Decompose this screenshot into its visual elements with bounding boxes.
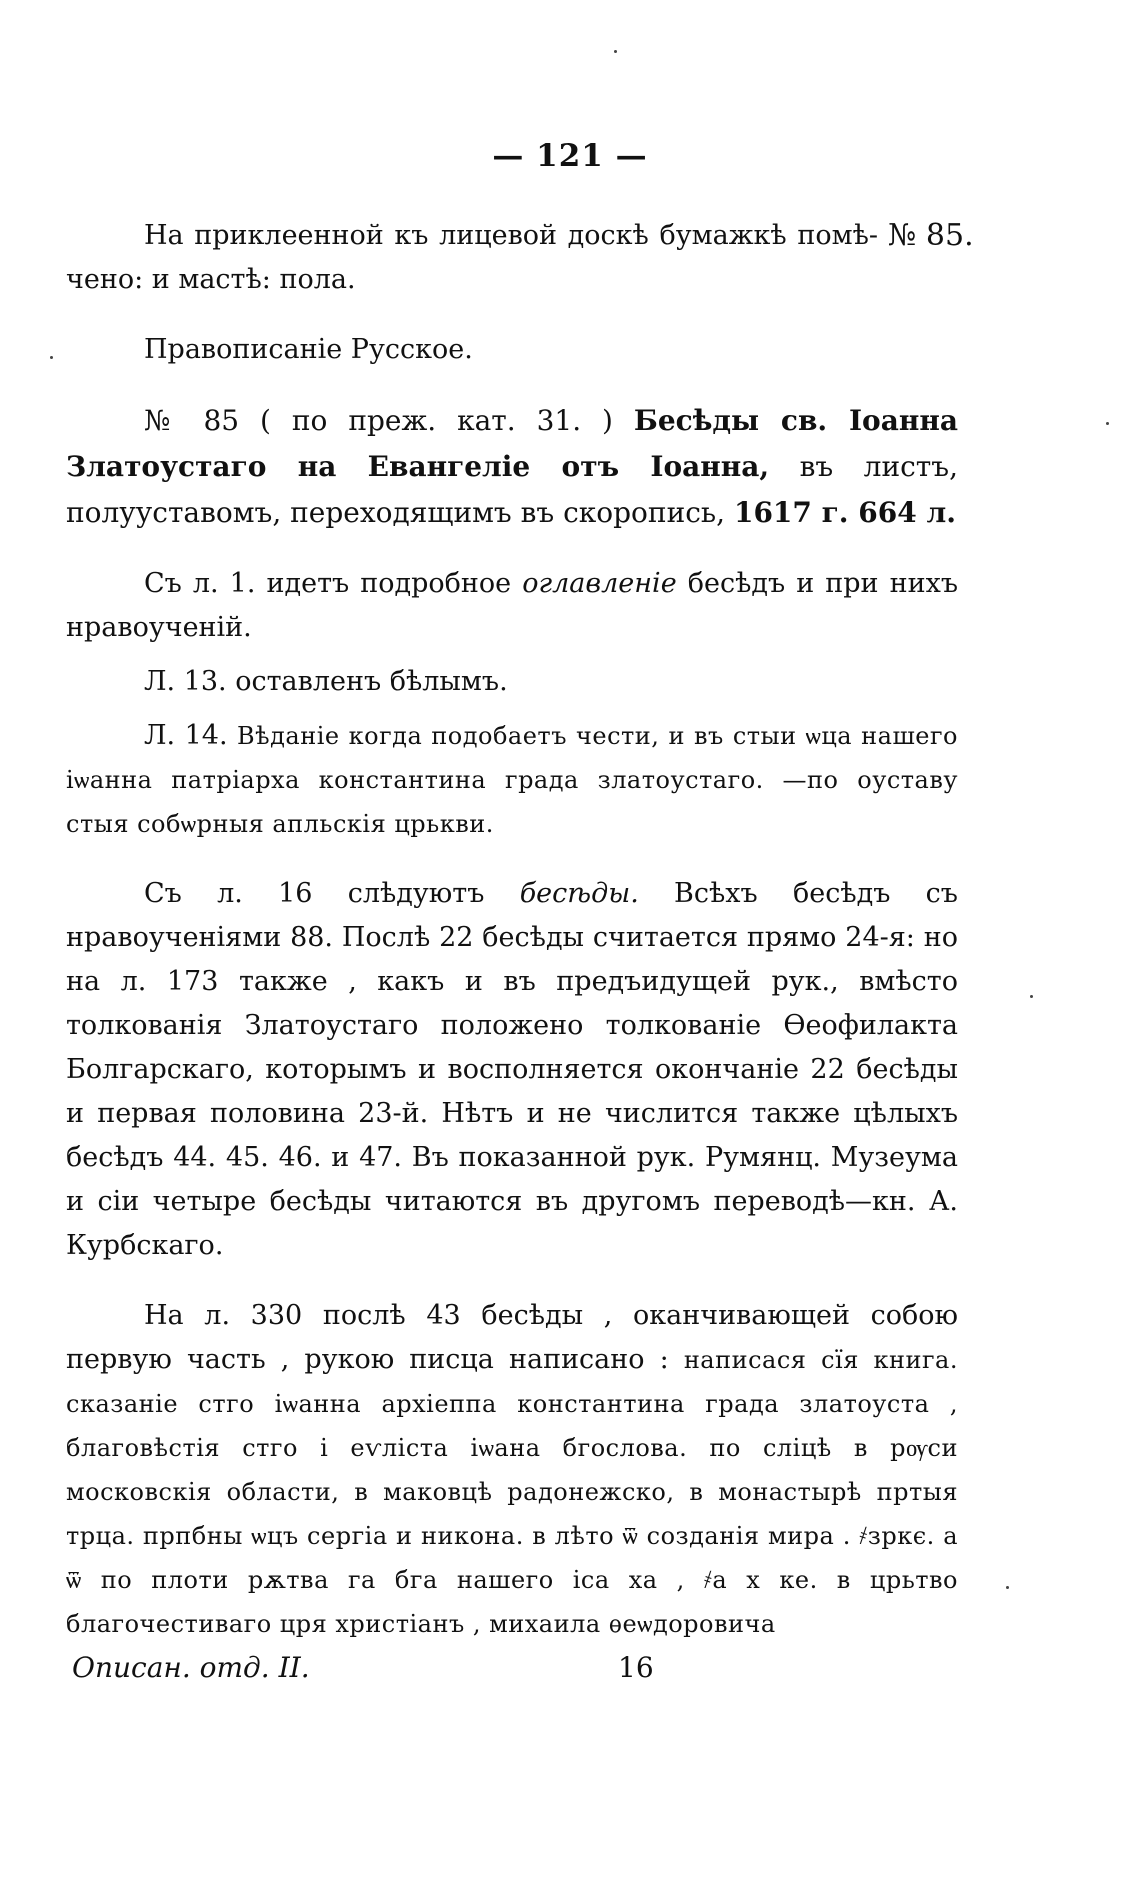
colophon-intro: На л. 330 послѣ 43 бесѣды , оканчивающей собою первую часть , рукою писца написано : (66, 1300, 958, 1375)
paragraph-label-note: На приклеенной къ лицевой доскѣ бумажкѣ помѣ-чено: и мастѣ: пола. (66, 220, 878, 295)
entry-title: Бесѣды св. Іоанна Златоустаго на Евангеліе отъ Іоанна, (66, 404, 958, 483)
slavonic-quote: Вѣданіе когда подобаетъ чести, и въ стыи ѡца нашего іѡанна патріарха константина града златоустаго. —по оуставу стыя собѡрныя апльскія црькви. (66, 722, 958, 838)
paragraph-contents (66, 562, 958, 650)
paper-speck (1106, 422, 1109, 425)
entry-year-leaves: 1617 г. 664 л. (733, 496, 956, 529)
homilies-text-b: Всѣхъ бесѣдъ съ нравоученіями 88. Послѣ 22 бесѣды считается прямо 24-я: но на л. 173 также , какъ и въ предъидущей рук., вмѣсто толкованія Златоустаго положено толкованіе Ѳеофилакта Болгарскаго, которымъ и восполняется окончаніе 22 бесѣды и первая половина 23-й. Нѣтъ и не числится также цѣлыхъ бесѣдъ 44. 45. 46. и 47. Въ показанной рук. Румянц. Музеума и сіи четыре бесѣды читаются въ другомъ переводѣ—кн. А. Курбскаго. (66, 878, 958, 1261)
contents-emphasis: оглавленіе (522, 568, 677, 599)
paragraph-homilies (66, 872, 958, 1268)
paragraph-blank-leaf: Л. 13. оставленъ бѣлымъ. (144, 666, 508, 697)
paper-speck (1030, 995, 1033, 998)
margin-catalog-number: № 85. (888, 218, 974, 253)
paper-speck (50, 356, 53, 359)
paper-speck (614, 50, 617, 53)
paragraph-church-slavonic-heading (66, 714, 958, 846)
page-number: — 121 — (492, 138, 648, 174)
paragraph-orthography: Правописаніе Русское. (144, 334, 473, 365)
signature-mark: Описан. отд. II. (72, 1651, 310, 1684)
leaf-ref: Л. 14. (144, 720, 228, 751)
colophon-slavonic: написася сїя книга. сказаніе стго іѡанна архіеппа константина града златоуста , благовѣстія стго і еѵліста іѡана бгослова. по сліцѣ в рѹси московскія области, в маковцѣ радонежско, в монастырѣ пртыя трца. прпбны ѡцъ сергіа и никона. в лѣто ѿ созданія мира . ҂зркє. а ѿ по плоти рѫтва га бга нашего іса ха , ҂а х ке. в црьтво благочестиваго цря христіанъ , михаила ѳеѡдоровича (66, 1346, 958, 1638)
page-footer (72, 1648, 952, 1688)
entry-catalog-ref: № 85 ( по преж. кат. 31. ) (144, 404, 613, 437)
paragraph-entry-heading (66, 398, 958, 536)
contents-text-a: Съ л. 1. идетъ подробное (144, 568, 512, 599)
text-column (66, 214, 958, 1672)
homilies-text-a: Съ л. 16 слѣдуютъ (144, 878, 485, 909)
entry-format: въ листъ, полууставомъ, переходящимъ въ скоропись, (66, 450, 958, 529)
homilies-emphasis: бесѣды. (519, 878, 639, 909)
contents-text-b: бесѣдъ и при нихъ нравоученій. (66, 568, 959, 643)
paper-speck (1006, 1586, 1009, 1589)
paragraph-colophon (66, 1294, 958, 1646)
sheet-number: 16 (618, 1651, 654, 1684)
